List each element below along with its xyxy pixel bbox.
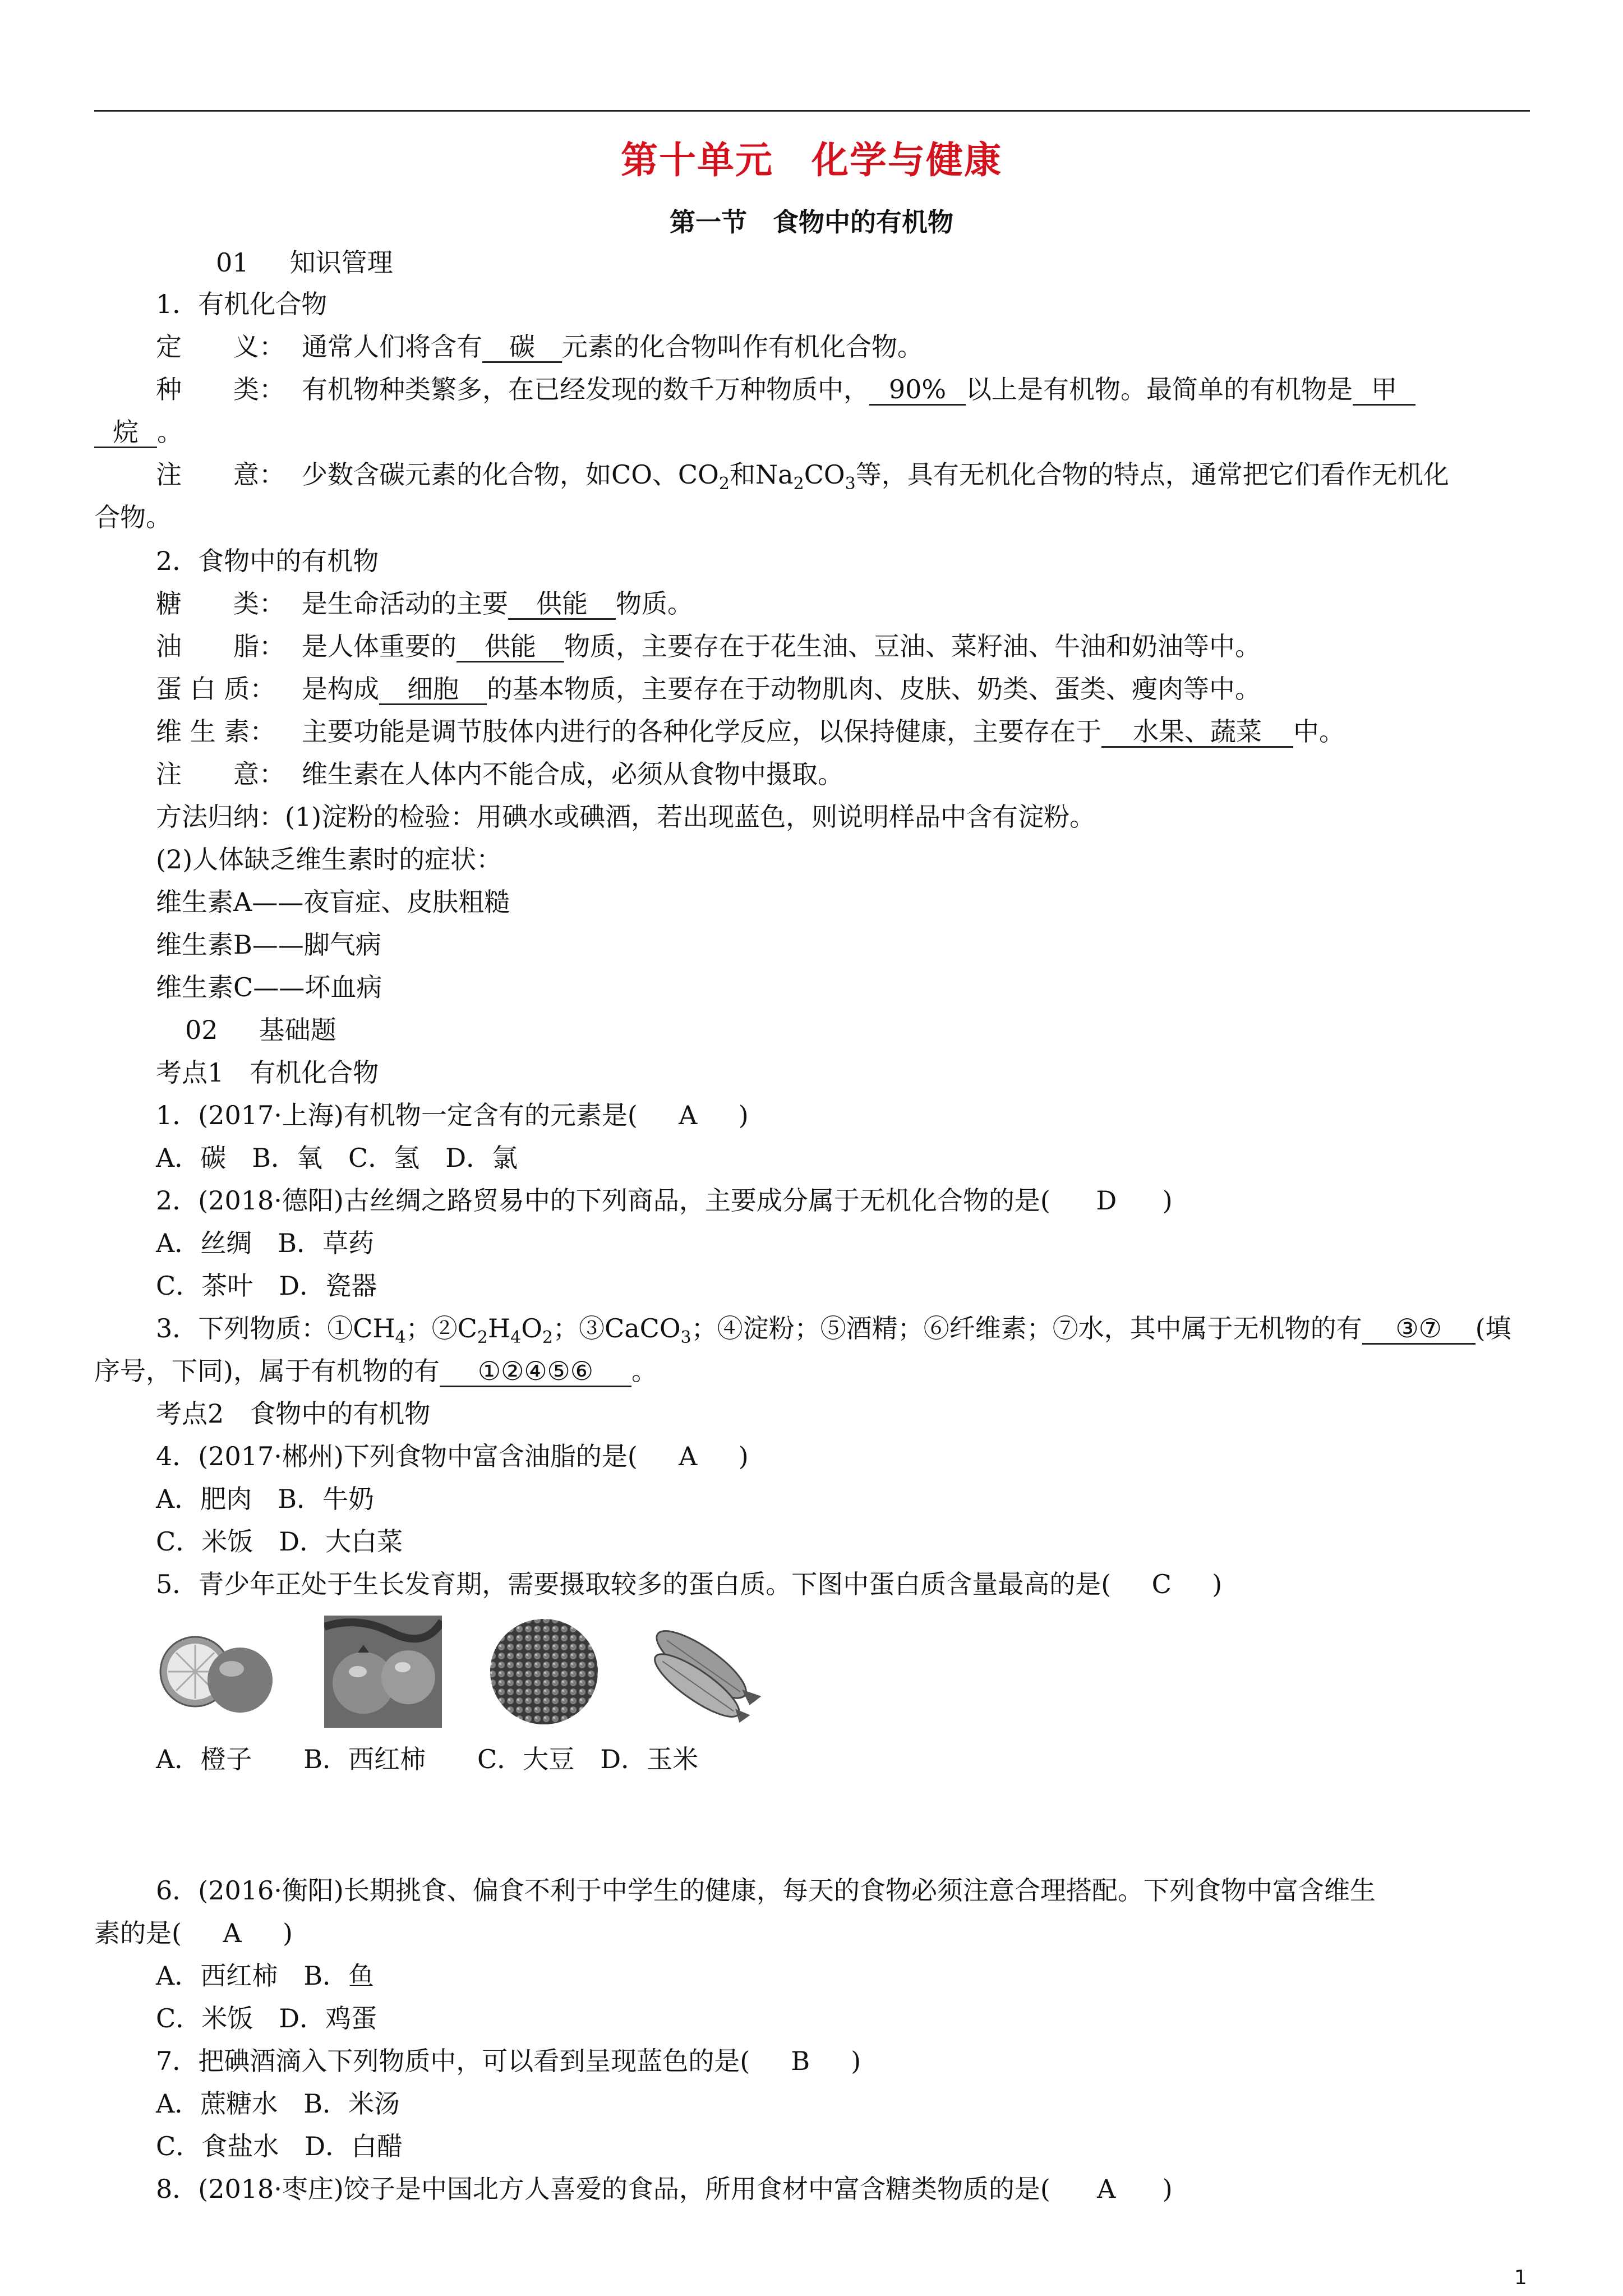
answer-blank: 90%: [869, 375, 966, 406]
soybean-image: [488, 1616, 600, 1728]
answer-blank: 水果、蔬菜: [1101, 717, 1293, 748]
answer-blank: ③⑦: [1362, 1314, 1476, 1345]
heading-food-organics: 2．食物中的有机物: [156, 546, 379, 576]
question-2: 2．(2018·德阳)古丝绸之路贸易中的下列商品，主要成分属于无机化合物的是( D ): [156, 1184, 1173, 1217]
question-7: 7．把碘酒滴入下列物质中，可以看到呈现蓝色的是( B ): [156, 2044, 861, 2078]
vitamin-c-line: 维生素C——坏血病: [156, 972, 382, 1002]
knowledge-heading: 01 知识管理: [216, 247, 393, 278]
question-2-options-1: A．丝绸 B．草药: [156, 1228, 375, 1258]
top-rule: [94, 110, 1530, 112]
question-4-options-2: C．米饭 D．大白菜: [156, 1526, 403, 1557]
fat-line: 油 脂： 是人体重要的 供能 物质，主要存在于花生油、豆油、菜籽油、牛油和奶油等中。: [156, 631, 1261, 661]
sugar-line: 糖 类： 是生命活动的主要 供能 物质。: [156, 588, 693, 619]
vitamin-line: 维 生 素： 主要功能是调节肢体内进行的各种化学反应，以保持健康，主要存在于 水果、蔬菜 中。: [156, 716, 1345, 747]
definition-line: 定 义： 通常人们将含有 碳 元素的化合物叫作有机化合物。: [156, 332, 923, 362]
note2-line: 注 意： 维生素在人体内不能合成，必须从食物中摄取。: [156, 759, 843, 789]
question-7-options-2: C．食盐水 D．白醋: [156, 2131, 403, 2161]
note-line: 注 意： 少数含碳元素的化合物，如CO、$CO_2$和$Na_2CO_3$等，具有无机化合物的特点，通常把它们看作无机化: [156, 459, 1449, 494]
question-4: 4．(2017·郴州)下列食物中富含油脂的是( A ): [156, 1439, 749, 1473]
question-1-options: A．碳 B．氧 C．氢 D．氯: [156, 1143, 518, 1173]
question-3-cont: 序号，下同)，属于有机物的有 ①②④⑤⑥ 。: [94, 1356, 657, 1386]
unit-title: 第十单元 化学与健康: [621, 138, 1002, 182]
question-7-options-1: A．蔗糖水 B．米汤: [156, 2088, 400, 2119]
answer: D: [1096, 1185, 1117, 1216]
section-title: 第一节 食物中的有机物: [670, 207, 953, 237]
answer-blank: 细胞: [379, 674, 487, 705]
answer-blank: 烷: [94, 417, 157, 448]
question-6-options-2: C．米饭 D．鸡蛋: [156, 2003, 377, 2033]
point1-heading: 考点1 有机化合物: [156, 1057, 379, 1088]
question-2-options-2: C．茶叶 D．瓷器: [156, 1271, 377, 1301]
method2-line: (2)人体缺乏维生素时的症状：: [156, 844, 502, 875]
answer: A: [679, 1100, 698, 1130]
point2-heading: 考点2 食物中的有机物: [156, 1398, 431, 1429]
question-8: 8．(2018·枣庄)饺子是中国北方人喜爱的食品，所用食材中富含糖类物质的是( A ): [156, 2172, 1173, 2206]
answer: B: [791, 2046, 810, 2076]
page-number: 1: [1514, 2266, 1527, 2289]
orange-image: [156, 1616, 274, 1728]
question-5: 5．青少年正处于生长发育期，需要摄取较多的蛋白质。下图中蛋白质含量最高的是( C ): [156, 1567, 1222, 1601]
vitamin-a-line: 维生素A——夜盲症、皮肤粗糙: [156, 887, 510, 917]
heading-organic-compounds: 1．有机化合物: [156, 289, 328, 319]
question-3: 3．下列物质：$①CH_4$；$②C_2H_4O_2$；③CaCO$_3$；④淀粉；⑤酒精；⑥纤维素；⑦水，其中属于无机物的有 ③⑦ (填: [156, 1313, 1511, 1348]
basics-heading: 02 基础题: [185, 1015, 336, 1045]
answer: A: [223, 1918, 242, 1948]
question-4-options-1: A．肥肉 B．牛奶: [156, 1484, 375, 1514]
answer: A: [1097, 2174, 1116, 2204]
tomato-image: [324, 1616, 442, 1728]
corn-image: [645, 1616, 768, 1728]
answer-blank: 供能: [457, 632, 564, 662]
question-6-options-1: A．西红柿 B．鱼: [156, 1961, 375, 1991]
note-line-cont: 合物。: [94, 502, 172, 532]
kinds-line-cont: 烷 。: [94, 415, 183, 449]
method-line: 方法归纳：(1)淀粉的检验：用碘水或碘酒，若出现蓝色，则说明样品中含有淀粉。: [156, 802, 1096, 832]
question-6-cont: 素的是( A ): [94, 1916, 293, 1950]
answer: C: [1151, 1569, 1172, 1599]
vitamin-b-line: 维生素B——脚气病: [156, 930, 381, 960]
kinds-line: 种 类： 有机物种类繁多，在已经发现的数千万种物质中， 90% 以上是有机物。最简单的有机物是 甲: [156, 372, 1415, 406]
protein-line: 蛋 白 质： 是构成 细胞 的基本物质，主要存在于动物肌肉、皮肤、奶类、蛋类、瘦肉等中。: [156, 674, 1261, 704]
answer: A: [679, 1441, 698, 1471]
question-1: 1．(2017·上海)有机物一定含有的元素是( A ): [156, 1098, 749, 1132]
answer-blank: 甲: [1353, 375, 1415, 406]
answer-blank: 碳: [482, 332, 562, 363]
question-6: 6．(2016·衡阳)长期挑食、偏食不利于中学生的健康，每天的食物必须注意合理搭配。下列食物中富含维生: [156, 1875, 1376, 1906]
question-5-options: A．橙子 B．西红柿 C．大豆 D．玉米: [156, 1744, 699, 1774]
answer-blank: 供能: [508, 589, 616, 620]
answer-blank: ①②④⑤⑥: [440, 1356, 631, 1387]
